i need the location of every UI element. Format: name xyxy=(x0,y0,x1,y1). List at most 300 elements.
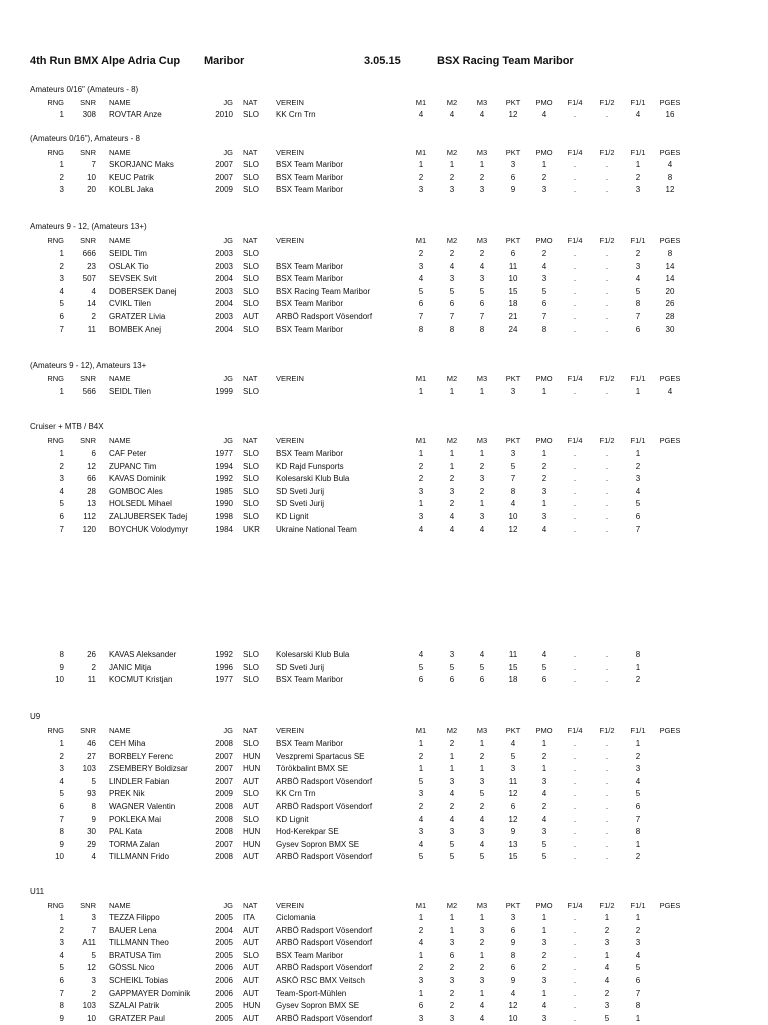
cell-moto-1: 2 xyxy=(418,474,424,484)
cell-moto-3: 2 xyxy=(479,938,485,948)
column-header-moto-3: M3 xyxy=(476,374,488,383)
cell-quarter-final: . xyxy=(573,299,577,309)
cell-semi-final: . xyxy=(605,524,609,534)
cell-rider-name: CVIKL Tilen xyxy=(109,299,151,309)
cell-moto-2: 3 xyxy=(449,274,455,284)
cell-moto-1: 3 xyxy=(418,1013,424,1023)
cell-moto-place: 3 xyxy=(541,776,547,786)
column-header-moto-2: M2 xyxy=(446,236,458,245)
result-row xyxy=(0,776,768,788)
cell-quarter-final: . xyxy=(573,286,577,296)
cell-club: KD Lignit xyxy=(276,814,309,824)
cell-semi-final: . xyxy=(605,499,609,509)
cell-club: ARBÖ Radsport Vösendorf xyxy=(276,925,373,935)
cell-birth-year: 2004 xyxy=(215,274,233,284)
column-header-birth-year: JG xyxy=(223,436,233,445)
cell-rider-name: SKORJANC Maks xyxy=(109,160,174,169)
cell-moto-place: 3 xyxy=(541,512,547,521)
cell-semi-final: 4 xyxy=(604,976,610,985)
cell-moto-3: 2 xyxy=(479,486,485,496)
cell-rider-name: JANIC Mitja xyxy=(109,662,152,672)
cell-moto-1: 7 xyxy=(418,312,424,321)
cell-semi-final: 2 xyxy=(604,988,610,998)
cell-final: 6 xyxy=(635,802,641,811)
cell-club: Veszpremi Spartacus SE xyxy=(276,751,365,761)
cell-moto-place: 3 xyxy=(541,1013,547,1023)
cell-final: 6 xyxy=(635,512,641,521)
cell-semi-final: . xyxy=(605,249,609,258)
cell-rank: 1 xyxy=(59,110,64,119)
column-header-row xyxy=(0,725,768,737)
cell-semi-final: . xyxy=(605,814,609,824)
cell-club: ASKÖ RSC BMX Veitsch xyxy=(276,976,365,985)
cell-total-points: 8 xyxy=(667,249,673,258)
cell-start-number: 4 xyxy=(91,286,96,296)
cell-club: KK Crn Trn xyxy=(276,789,316,799)
cell-rank: 1 xyxy=(59,249,64,258)
cell-club: KK Crn Trn xyxy=(276,110,316,119)
cell-rank: 3 xyxy=(59,938,64,948)
cell-points: 3 xyxy=(510,160,516,169)
cell-final: 2 xyxy=(635,751,641,761)
column-header-row xyxy=(0,97,768,109)
cell-quarter-final: . xyxy=(573,751,577,761)
cell-rank: 5 xyxy=(59,299,64,309)
cell-rider-name: TILLMANN Frido xyxy=(109,852,170,862)
cell-quarter-final: . xyxy=(573,662,577,672)
cell-rank: 5 xyxy=(59,499,64,509)
column-header-rider-name: NAME xyxy=(109,374,131,383)
cell-club: BSX Team Maribor xyxy=(276,950,343,960)
cell-semi-final: 1 xyxy=(604,950,610,960)
cell-moto-2: 2 xyxy=(449,988,455,998)
cell-rank: 9 xyxy=(59,1013,64,1023)
cell-moto-2: 6 xyxy=(449,299,455,309)
column-header-moto-2: M2 xyxy=(446,98,458,107)
cell-semi-final: . xyxy=(605,461,609,471)
result-row xyxy=(0,473,768,485)
cell-birth-year: 2004 xyxy=(215,324,233,334)
cell-points: 6 xyxy=(510,249,516,258)
cell-moto-2: 4 xyxy=(449,512,455,521)
cell-nationality: SLO xyxy=(243,286,260,296)
cell-moto-1: 6 xyxy=(418,1001,424,1011)
cell-rank: 7 xyxy=(59,988,64,998)
column-header-semi-final: F1/2 xyxy=(599,374,615,383)
column-header-semi-final: F1/2 xyxy=(599,236,615,245)
column-header-club: VEREIN xyxy=(276,236,304,245)
cell-rider-name: KOLBL Jaka xyxy=(109,185,154,195)
cell-rank: 10 xyxy=(55,852,64,862)
cell-moto-3: 1 xyxy=(479,988,485,998)
cell-rank: 4 xyxy=(59,486,64,496)
cell-start-number: 3 xyxy=(91,976,96,985)
column-header-moto-1: M1 xyxy=(415,236,427,245)
cell-rider-name: SEIDL Tim xyxy=(109,249,147,258)
cell-final: 3 xyxy=(635,938,641,948)
cell-rank: 10 xyxy=(55,675,64,685)
cell-start-number: 11 xyxy=(87,324,96,334)
cell-final: 8 xyxy=(635,650,641,659)
cell-moto-1: 2 xyxy=(418,925,424,935)
cell-rider-name: BORBELY Ferenc xyxy=(109,751,174,761)
cell-points: 18 xyxy=(508,675,518,685)
cell-semi-final: . xyxy=(605,839,609,849)
cell-rank: 3 xyxy=(59,274,64,284)
cell-moto-2: 5 xyxy=(449,286,455,296)
result-row xyxy=(0,839,768,851)
cell-moto-3: 1 xyxy=(479,739,485,748)
cell-points: 8 xyxy=(510,486,516,496)
cell-semi-final: . xyxy=(605,739,609,748)
cell-rider-name: TORMA Zalan xyxy=(109,839,160,849)
cell-moto-3: 8 xyxy=(479,324,485,334)
cell-moto-place: 6 xyxy=(541,675,547,685)
cell-points: 3 xyxy=(510,913,516,922)
section-title: (Amateurs 9 - 12), Amateurs 13+ xyxy=(30,361,147,370)
result-row xyxy=(0,311,768,323)
column-header-nationality: NAT xyxy=(243,98,258,107)
cell-moto-2: 3 xyxy=(449,827,455,837)
cell-nationality: SLO xyxy=(243,650,260,659)
column-header-rank: RNG xyxy=(47,436,64,445)
section-title: Amateurs 9 - 12, (Amateurs 13+) xyxy=(30,222,147,231)
cell-final: 5 xyxy=(635,789,641,799)
column-header-quarter-final: F1/4 xyxy=(567,726,583,735)
cell-quarter-final: . xyxy=(573,802,577,811)
column-header-moto-place: PMO xyxy=(535,236,553,245)
cell-total-points: 14 xyxy=(665,274,675,284)
column-header-points: PKT xyxy=(505,436,521,445)
cell-start-number: 46 xyxy=(87,739,96,748)
cell-moto-1: 5 xyxy=(418,286,424,296)
cell-moto-3: 3 xyxy=(479,474,485,484)
cell-start-number: 308 xyxy=(82,110,96,119)
cell-nationality: AUT xyxy=(243,1013,259,1023)
cell-birth-year: 2004 xyxy=(215,299,233,309)
cell-birth-year: 2008 xyxy=(215,814,233,824)
cell-moto-2: 5 xyxy=(449,852,455,862)
cell-birth-year: 2008 xyxy=(215,739,233,748)
cell-club: Gysev Sopron BMX SE xyxy=(276,839,360,849)
column-header-points: PKT xyxy=(505,236,521,245)
cell-club: BSX Team Maribor xyxy=(276,261,343,271)
cell-nationality: SLO xyxy=(243,299,260,309)
cell-rank: 4 xyxy=(59,776,64,786)
cell-birth-year: 1998 xyxy=(215,512,233,521)
result-row xyxy=(0,851,768,863)
column-header-moto-place: PMO xyxy=(535,148,553,157)
cell-nationality: HUN xyxy=(243,1001,261,1011)
cell-moto-place: 1 xyxy=(541,913,547,922)
cell-birth-year: 2007 xyxy=(215,172,233,182)
result-row xyxy=(0,751,768,763)
cell-moto-2: 1 xyxy=(449,387,455,396)
cell-quarter-final: . xyxy=(573,160,577,169)
result-row xyxy=(0,988,768,1000)
cell-birth-year: 1994 xyxy=(215,461,233,471)
cell-moto-3: 1 xyxy=(479,764,485,774)
column-header-start-number: SNR xyxy=(80,98,96,107)
event-city: Maribor xyxy=(204,55,245,67)
cell-points: 15 xyxy=(508,662,518,672)
cell-rank: 9 xyxy=(59,839,64,849)
cell-rider-name: GOMBOC Ales xyxy=(109,486,163,496)
cell-points: 12 xyxy=(508,110,518,119)
cell-moto-3: 4 xyxy=(479,524,485,534)
cell-moto-place: 2 xyxy=(541,172,547,182)
cell-birth-year: 1985 xyxy=(215,486,233,496)
cell-start-number: 120 xyxy=(82,524,96,534)
cell-rider-name: SEIDL Tilen xyxy=(109,387,151,396)
column-header-points: PKT xyxy=(505,98,521,107)
cell-total-points: 8 xyxy=(667,172,673,182)
cell-rider-name: PREK Nik xyxy=(109,789,145,799)
cell-points: 12 xyxy=(508,789,518,799)
result-row xyxy=(0,324,768,336)
cell-semi-final: . xyxy=(605,387,609,396)
cell-nationality: AUT xyxy=(243,312,259,321)
cell-moto-2: 1 xyxy=(449,160,455,169)
cell-moto-1: 5 xyxy=(418,776,424,786)
column-header-final: F1/1 xyxy=(630,236,646,245)
cell-moto-1: 2 xyxy=(418,751,424,761)
cell-moto-2: 6 xyxy=(449,675,455,685)
result-row xyxy=(0,788,768,800)
cell-moto-place: 4 xyxy=(541,789,547,799)
cell-moto-1: 6 xyxy=(418,299,424,309)
cell-birth-year: 2003 xyxy=(215,312,233,321)
cell-moto-3: 1 xyxy=(479,950,485,960)
column-header-quarter-final: F1/4 xyxy=(567,436,583,445)
column-header-final: F1/1 xyxy=(630,901,646,910)
cell-rider-name: KAVAS Dominik xyxy=(109,474,166,484)
result-row xyxy=(0,486,768,498)
cell-moto-1: 8 xyxy=(418,324,424,334)
cell-total-points: 20 xyxy=(665,286,675,296)
column-header-total-points: PGES xyxy=(659,236,681,245)
cell-nationality: SLO xyxy=(243,274,260,284)
cell-moto-place: 1 xyxy=(541,449,547,458)
cell-nationality: AUT xyxy=(243,776,259,786)
cell-moto-place: 4 xyxy=(541,524,547,534)
result-row xyxy=(0,814,768,826)
cell-quarter-final: . xyxy=(573,172,577,182)
cell-final: 2 xyxy=(635,172,641,182)
cell-rider-name: ZSEMBERY Boldizsar xyxy=(109,764,188,774)
cell-moto-place: 5 xyxy=(541,839,547,849)
cell-nationality: AUT xyxy=(243,988,259,998)
cell-semi-final: . xyxy=(605,827,609,837)
cell-semi-final: . xyxy=(605,802,609,811)
cell-quarter-final: . xyxy=(573,524,577,534)
cell-club: Kolesarski Klub Bula xyxy=(276,474,350,484)
cell-moto-place: 3 xyxy=(541,486,547,496)
column-header-moto-1: M1 xyxy=(415,901,427,910)
result-row xyxy=(0,273,768,285)
cell-moto-1: 4 xyxy=(418,110,424,119)
cell-rider-name: HOLSEDL Mihael xyxy=(109,499,172,509)
cell-moto-3: 1 xyxy=(479,160,485,169)
cell-final: 5 xyxy=(635,286,641,296)
cell-start-number: 93 xyxy=(87,789,96,799)
section-title: Amateurs 0/16" (Amateurs - 8) xyxy=(30,85,139,94)
cell-rider-name: ZUPANC Tim xyxy=(109,461,157,471)
cell-rider-name: TEZZA Filippo xyxy=(109,913,160,922)
cell-quarter-final: . xyxy=(573,312,577,321)
column-header-points: PKT xyxy=(505,726,521,735)
cell-final: 1 xyxy=(635,739,641,748)
cell-moto-2: 2 xyxy=(449,499,455,509)
result-row xyxy=(0,912,768,924)
result-row xyxy=(0,109,768,121)
cell-semi-final: . xyxy=(605,650,609,659)
cell-moto-place: 1 xyxy=(541,160,547,169)
cell-moto-place: 1 xyxy=(541,499,547,509)
column-header-semi-final: F1/2 xyxy=(599,726,615,735)
cell-moto-1: 2 xyxy=(418,963,424,973)
cell-points: 21 xyxy=(508,312,518,321)
cell-start-number: 5 xyxy=(91,776,96,786)
result-row xyxy=(0,511,768,523)
cell-moto-2: 8 xyxy=(449,324,455,334)
cell-rider-name: BAUER Lena xyxy=(109,925,157,935)
cell-club: BSX Team Maribor xyxy=(276,739,343,748)
cell-birth-year: 2007 xyxy=(215,839,233,849)
cell-total-points: 12 xyxy=(665,185,675,195)
cell-moto-1: 6 xyxy=(418,675,424,685)
cell-moto-3: 6 xyxy=(479,675,485,685)
column-header-quarter-final: F1/4 xyxy=(567,98,583,107)
cell-points: 3 xyxy=(510,387,516,396)
cell-total-points: 4 xyxy=(667,387,673,396)
cell-moto-2: 2 xyxy=(449,963,455,973)
column-header-birth-year: JG xyxy=(223,236,233,245)
column-header-moto-1: M1 xyxy=(415,436,427,445)
cell-semi-final: . xyxy=(605,486,609,496)
cell-semi-final: . xyxy=(605,449,609,458)
cell-moto-place: 2 xyxy=(541,249,547,258)
column-header-birth-year: JG xyxy=(223,98,233,107)
column-header-row xyxy=(0,435,768,447)
cell-points: 6 xyxy=(510,963,516,973)
cell-moto-3: 4 xyxy=(479,1013,485,1023)
cell-quarter-final: . xyxy=(573,512,577,521)
cell-final: 8 xyxy=(635,827,641,837)
column-header-rank: RNG xyxy=(47,374,64,383)
cell-moto-1: 4 xyxy=(418,938,424,948)
cell-total-points: 26 xyxy=(665,299,675,309)
cell-rider-name: GRATZER Paul xyxy=(109,1013,165,1023)
cell-rank: 6 xyxy=(59,312,64,321)
cell-points: 7 xyxy=(510,474,516,484)
cell-nationality: SLO xyxy=(243,512,260,521)
cell-nationality: SLO xyxy=(243,172,260,182)
cell-moto-3: 5 xyxy=(479,852,485,862)
cell-birth-year: 2007 xyxy=(215,764,233,774)
cell-points: 9 xyxy=(510,827,516,837)
column-header-club: VEREIN xyxy=(276,901,304,910)
section-title: (Amateurs 0/16"), Amateurs - 8 xyxy=(30,134,140,143)
column-header-start-number: SNR xyxy=(80,148,96,157)
cell-quarter-final: . xyxy=(573,449,577,458)
cell-rank: 1 xyxy=(59,387,64,396)
cell-final: 7 xyxy=(635,988,641,998)
result-row xyxy=(0,950,768,962)
cell-rank: 3 xyxy=(59,764,64,774)
column-header-rank: RNG xyxy=(47,236,64,245)
cell-rank: 6 xyxy=(59,802,64,811)
column-header-rank: RNG xyxy=(47,726,64,735)
cell-rider-name: CEH Miha xyxy=(109,739,146,748)
cell-moto-2: 2 xyxy=(449,172,455,182)
cell-moto-1: 1 xyxy=(418,499,424,509)
column-header-rider-name: NAME xyxy=(109,436,131,445)
column-header-birth-year: JG xyxy=(223,901,233,910)
cell-rank: 5 xyxy=(59,789,64,799)
cell-semi-final: . xyxy=(605,172,609,182)
cell-start-number: 27 xyxy=(87,751,96,761)
cell-club: BSX Team Maribor xyxy=(276,185,343,195)
cell-start-number: 507 xyxy=(82,274,96,284)
column-header-birth-year: JG xyxy=(223,726,233,735)
column-header-moto-1: M1 xyxy=(415,148,427,157)
result-row xyxy=(0,159,768,171)
cell-final: 8 xyxy=(635,299,641,309)
cell-club: Ukraine National Team xyxy=(276,524,357,534)
cell-birth-year: 1992 xyxy=(215,474,233,484)
cell-quarter-final: . xyxy=(573,950,577,960)
result-row xyxy=(0,662,768,674)
cell-start-number: 566 xyxy=(82,387,96,396)
column-header-nationality: NAT xyxy=(243,436,258,445)
result-row xyxy=(0,448,768,460)
column-header-start-number: SNR xyxy=(80,901,96,910)
cell-final: 1 xyxy=(635,839,641,849)
cell-final: 5 xyxy=(635,963,641,973)
cell-moto-1: 3 xyxy=(418,486,424,496)
column-header-rider-name: NAME xyxy=(109,148,131,157)
cell-rank: 2 xyxy=(59,261,64,271)
column-header-final: F1/1 xyxy=(630,148,646,157)
cell-moto-place: 5 xyxy=(541,286,547,296)
cell-moto-place: 4 xyxy=(541,650,547,659)
column-header-moto-3: M3 xyxy=(476,148,488,157)
cell-semi-final: 1 xyxy=(604,913,610,922)
cell-club: SD Sveti Jurij xyxy=(276,499,325,509)
cell-moto-1: 2 xyxy=(418,802,424,811)
cell-nationality: AUT xyxy=(243,976,259,985)
cell-semi-final: 3 xyxy=(604,938,610,948)
cell-final: 1 xyxy=(635,913,641,922)
cell-moto-2: 6 xyxy=(449,950,455,960)
cell-moto-1: 3 xyxy=(418,512,424,521)
cell-moto-2: 3 xyxy=(449,938,455,948)
section-title: U11 xyxy=(30,887,45,896)
cell-final: 1 xyxy=(635,662,641,672)
cell-quarter-final: . xyxy=(573,913,577,922)
column-header-total-points: PGES xyxy=(659,374,681,383)
cell-moto-3: 4 xyxy=(479,261,485,271)
cell-rank: 1 xyxy=(59,160,64,169)
cell-moto-3: 2 xyxy=(479,963,485,973)
cell-rank: 2 xyxy=(59,751,64,761)
cell-moto-2: 3 xyxy=(449,650,455,659)
cell-moto-place: 4 xyxy=(541,261,547,271)
cell-rider-name: GÖSSL Nico xyxy=(109,963,155,973)
cell-final: 2 xyxy=(635,249,641,258)
cell-rank: 3 xyxy=(59,185,64,195)
